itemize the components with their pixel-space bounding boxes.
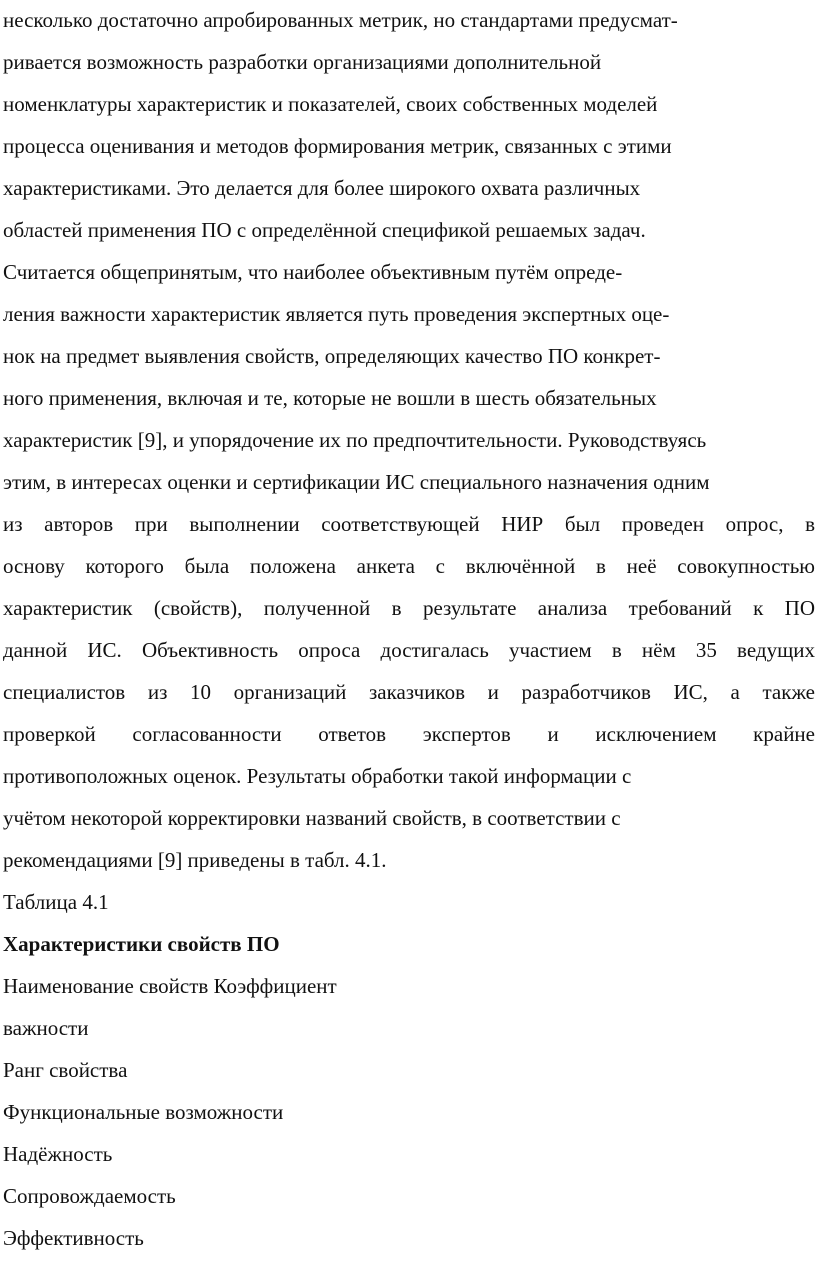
table-title: Характеристики свойств ПО — [3, 932, 280, 956]
table-row: Сопровождаемость — [3, 1184, 176, 1208]
paragraph-line: ления важности характеристик является путь проведения экспертных оце- — [3, 302, 670, 326]
table-header-line: важности — [3, 1016, 89, 1040]
table-header-line: Ранг свойства — [3, 1058, 128, 1082]
paragraph-line: противоположных оценок. Результаты обработки такой информации с — [3, 764, 632, 788]
paragraph-line: характеристиками. Это делается для более широкого охвата различных — [3, 176, 641, 200]
paragraph-line: ривается возможность разработки организациями дополнительной — [3, 50, 602, 74]
paragraph-line: номенклатуры характеристик и показателей, своих собственных моделей — [3, 92, 658, 116]
paragraph-line: характеристик (свойств), полученной в результате анализа требований к ПО — [3, 596, 815, 620]
paragraph-line: учётом некоторой корректировки названий свойств, в соответствии с — [3, 806, 621, 830]
paragraph-line: процесса оценивания и методов формирования метрик, связанных с этими — [3, 134, 672, 158]
table-row: Надёжность — [3, 1142, 113, 1166]
table-header-line: Наименование свойств Коэффициент — [3, 974, 337, 998]
paragraph-line: Считается общепринятым, что наиболее объективным путём опреде- — [3, 260, 623, 284]
table-row: Эффективность — [3, 1226, 144, 1250]
table-row: Функциональные возможности — [3, 1100, 284, 1124]
paragraph-line: данной ИС. Объективность опроса достигалась участием в нём 35 ведущих — [3, 638, 815, 662]
paragraph-line: характеристик [9], и упорядочение их по предпочтительности. Руководствуясь — [3, 428, 707, 452]
paragraph-line: основу которого была положена анкета с включённой в неё совокупностью — [3, 554, 815, 578]
paragraph-line: ного применения, включая и те, которые не вошли в шесть обязательных — [3, 386, 657, 410]
paragraph-line: областей применения ПО с определённой спецификой решаемых задач. — [3, 218, 646, 242]
paragraph-line: специалистов из 10 организаций заказчиков и разработчиков ИС, а также — [3, 680, 815, 704]
table-label: Таблица 4.1 — [3, 890, 109, 914]
paragraph-line: этим, в интересах оценки и сертификации ИС специального назначения одним — [3, 470, 710, 494]
paragraph-line: из авторов при выполнении соответствующей НИР был проведен опрос, в — [3, 512, 815, 536]
paragraph-line: несколько достаточно апробированных метрик, но стандартами предусмат- — [3, 8, 678, 32]
paragraph-line: нок на предмет выявления свойств, определяющих качество ПО конкрет- — [3, 344, 661, 368]
paragraph-line: рекомендациями [9] приведены в табл. 4.1. — [3, 848, 387, 872]
paragraph-line: проверкой согласованности ответов экспертов и исключением крайне — [3, 722, 815, 746]
